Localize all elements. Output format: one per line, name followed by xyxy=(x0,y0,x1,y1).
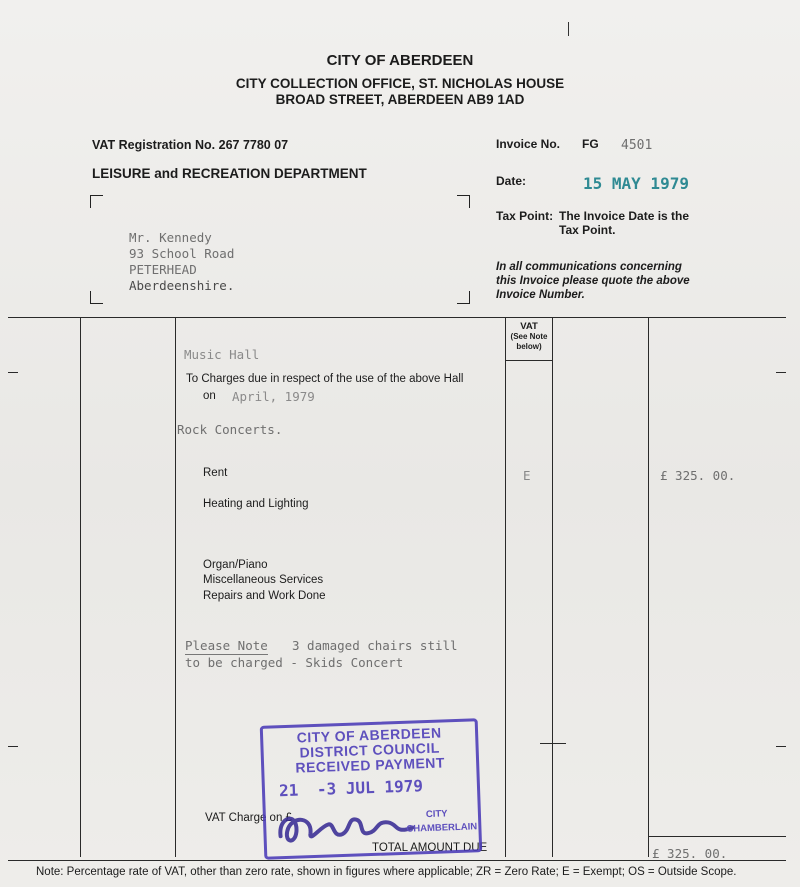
tax-point-line2: Tax Point. xyxy=(559,223,616,237)
invoice-number-prefix: FG xyxy=(582,137,599,151)
department-title: LEISURE and RECREATION DEPARTMENT xyxy=(92,166,367,181)
stamp-number: 21 xyxy=(278,780,299,801)
address-bracket-tl xyxy=(90,195,103,208)
item-misc: Miscellaneous Services xyxy=(203,574,324,586)
col-rule-4 xyxy=(552,317,553,857)
item-heating: Heating and Lighting xyxy=(203,498,309,510)
total-box-rule xyxy=(648,836,786,837)
event-name: Rock Concerts. xyxy=(177,422,283,437)
tax-point-label: Tax Point: xyxy=(496,209,554,223)
recipient-county: Aberdeenshire. xyxy=(129,278,235,293)
item-rent-amount: £ 325. 00. xyxy=(660,468,736,483)
please-note-line1: 3 damaged chairs still xyxy=(292,638,458,653)
recipient-name: Mr. Kennedy xyxy=(129,230,212,245)
punch-mark xyxy=(568,22,569,36)
please-note-label: Please Note xyxy=(185,638,268,653)
address-bracket-tr xyxy=(457,195,470,208)
address-line: BROAD STREET, ABERDEEN AB9 1AD xyxy=(275,92,525,107)
note-line2: this Invoice please quote the above xyxy=(496,275,690,287)
item-rent-vat: E xyxy=(523,468,531,483)
invoice-number-label: Invoice No. xyxy=(496,137,561,151)
on-value: April, 1979 xyxy=(232,389,315,404)
stamp-city: CITY xyxy=(425,808,448,821)
vat-header-rule xyxy=(505,360,553,361)
vat-col-header-note: (See Note xyxy=(510,332,548,341)
address-bracket-br xyxy=(457,291,470,304)
office-line: CITY COLLECTION OFFICE, ST. NICHOLAS HOUSE xyxy=(235,76,565,91)
address-bracket-bl xyxy=(90,291,103,304)
stamp-line1: CITY OF ABERDEEN xyxy=(296,724,442,746)
vat-registration: VAT Registration No. 267 7780 07 xyxy=(92,138,289,152)
stamp-line2: DISTRICT COUNCIL xyxy=(299,739,440,761)
date-stamp: 15 MAY 1979 xyxy=(583,174,689,193)
row-tick-4 xyxy=(776,746,786,747)
org-title: CITY OF ABERDEEN xyxy=(326,52,474,69)
note-line3: Invoice Number. xyxy=(496,289,585,301)
table-top-rule xyxy=(8,317,786,318)
item-rent: Rent xyxy=(203,467,228,479)
invoice-number-value: 4501 xyxy=(621,138,653,153)
row-tick-1 xyxy=(8,372,18,373)
charges-line: To Charges due in respect of the use of the above Hall xyxy=(186,373,464,385)
received-payment-stamp xyxy=(260,718,483,860)
col-rule-2 xyxy=(175,317,176,857)
venue: Music Hall xyxy=(184,347,260,362)
row-tick-2 xyxy=(8,746,18,747)
vat-charge-label: VAT Charge on £ xyxy=(205,812,292,824)
total-label: TOTAL AMOUNT DUE xyxy=(372,842,488,854)
please-note-line2: to be charged - Skids Concert xyxy=(185,655,404,670)
vat-col-header-below: below) xyxy=(516,342,542,351)
on-label: on xyxy=(203,390,216,402)
total-value: £ 325. 00. xyxy=(652,846,728,861)
row-tick-3 xyxy=(776,372,786,373)
footer-note: Note: Percentage rate of VAT, other than zero rate, shown in figures where applicable; ZR = Zero Rate; E = Exempt; OS = Outside Scope. xyxy=(36,866,737,878)
col-rule-3 xyxy=(505,317,506,857)
stamp-date: -3 JUL 1979 xyxy=(316,776,424,799)
recipient-street: 93 School Road xyxy=(129,246,235,261)
item-repairs: Repairs and Work Done xyxy=(203,590,326,602)
vat-tick xyxy=(540,743,566,744)
stamp-chamberlain: CHAMBERLAIN xyxy=(406,821,478,835)
signature-scribble xyxy=(272,801,423,850)
note-line1: In all communications concerning xyxy=(496,261,682,273)
recipient-town: PETERHEAD xyxy=(129,262,197,277)
stamp-line3: RECEIVED PAYMENT xyxy=(295,754,446,776)
item-organ: Organ/Piano xyxy=(203,559,268,571)
tax-point-line1: The Invoice Date is the xyxy=(559,209,690,223)
col-rule-1 xyxy=(80,317,81,857)
date-label: Date: xyxy=(496,174,527,188)
col-rule-5 xyxy=(648,317,649,857)
vat-col-header: VAT xyxy=(520,321,538,332)
